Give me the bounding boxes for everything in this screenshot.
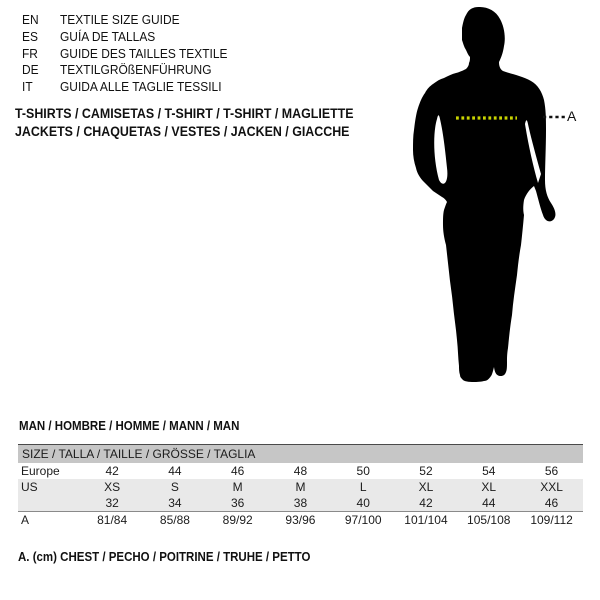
language-code: EN <box>22 12 39 27</box>
table-cell: 54 <box>482 464 496 478</box>
language-row <box>22 12 242 29</box>
category-line-tshirts: T-SHIRTS / CAMISETAS / T-SHIRT / T-SHIRT / MAGLIETTE <box>15 106 354 121</box>
table-cell: 34 <box>144 495 207 512</box>
table-cell: S <box>144 479 207 495</box>
row-label <box>18 495 81 512</box>
language-row <box>22 46 242 63</box>
size-table-header: SIZE / TALLA / TAILLE / GRÖSSE / TAGLIA <box>18 445 583 464</box>
table-cell: 81/84 <box>81 512 144 529</box>
man-silhouette-shape <box>413 7 555 382</box>
language-code: FR <box>22 45 38 61</box>
table-cell: 38 <box>269 495 332 512</box>
table-cell: 50 <box>356 464 370 478</box>
table-row-chest <box>18 512 583 529</box>
table-cell: 109/112 <box>520 512 583 529</box>
table-row-europe <box>18 463 583 479</box>
table-cell: 56 <box>544 464 559 478</box>
table-cell: 42 <box>395 495 458 512</box>
size-table <box>18 444 583 528</box>
language-label: TEXTILGRÖßENFÜHRUNG <box>60 62 212 78</box>
table-cell: 46 <box>231 464 245 478</box>
language-code: ES <box>22 28 38 44</box>
table-cell: 44 <box>457 495 520 512</box>
table-cell: XXL <box>520 479 583 495</box>
category-line-jackets: JACKETS / CHAQUETAS / VESTES / JACKEN / GIACCHE <box>15 123 350 139</box>
table-cell: 105/108 <box>457 512 520 529</box>
language-label: GUIDE DES TAILLES TEXTILE <box>60 45 228 61</box>
section-title: MAN / HOMBRE / HOMME / MANN / MAN <box>19 419 240 433</box>
table-cell: 48 <box>293 464 308 478</box>
category-lines <box>15 105 383 140</box>
language-row <box>22 62 242 79</box>
table-cell: 44 <box>168 464 182 478</box>
language-label: GUÍA DE TALLAS <box>60 28 156 44</box>
language-code: DE <box>22 62 39 78</box>
table-cell: XL <box>457 479 520 495</box>
table-cell: L <box>332 479 395 495</box>
language-code: IT <box>22 79 33 95</box>
table-cell: 32 <box>81 495 144 512</box>
table-cell: 40 <box>332 495 395 512</box>
table-cell: 52 <box>419 464 433 478</box>
language-label: TEXTILE SIZE GUIDE <box>60 12 180 27</box>
table-row-numeric <box>18 495 583 512</box>
man-silhouette-svg <box>395 4 585 396</box>
row-label: US <box>18 479 81 495</box>
language-row <box>22 79 242 96</box>
table-cell: 42 <box>105 464 119 478</box>
row-label: Europe <box>21 464 60 478</box>
language-row <box>22 29 242 46</box>
table-cell: XL <box>395 479 458 495</box>
table-cell: 101/104 <box>395 512 458 529</box>
table-cell: 46 <box>520 495 583 512</box>
measurement-note: A. (cm) CHEST / PECHO / POITRINE / TRUHE / PETTO <box>18 550 311 564</box>
size-table-header-row <box>18 445 583 464</box>
table-cell: M <box>206 479 269 495</box>
man-silhouette-figure <box>395 4 585 396</box>
table-cell: M <box>269 479 332 495</box>
table-row-us <box>18 479 583 495</box>
measure-label-a: A <box>567 108 577 124</box>
language-label: GUIDA ALLE TAGLIE TESSILI <box>60 79 222 95</box>
table-cell: 97/100 <box>332 512 395 529</box>
language-list <box>22 12 242 96</box>
table-cell: 93/96 <box>269 512 332 529</box>
table-cell: 36 <box>206 495 269 512</box>
table-cell: XS <box>81 479 144 495</box>
table-cell: 85/88 <box>144 512 207 529</box>
row-label: A <box>18 512 81 529</box>
table-cell: 89/92 <box>206 512 269 529</box>
